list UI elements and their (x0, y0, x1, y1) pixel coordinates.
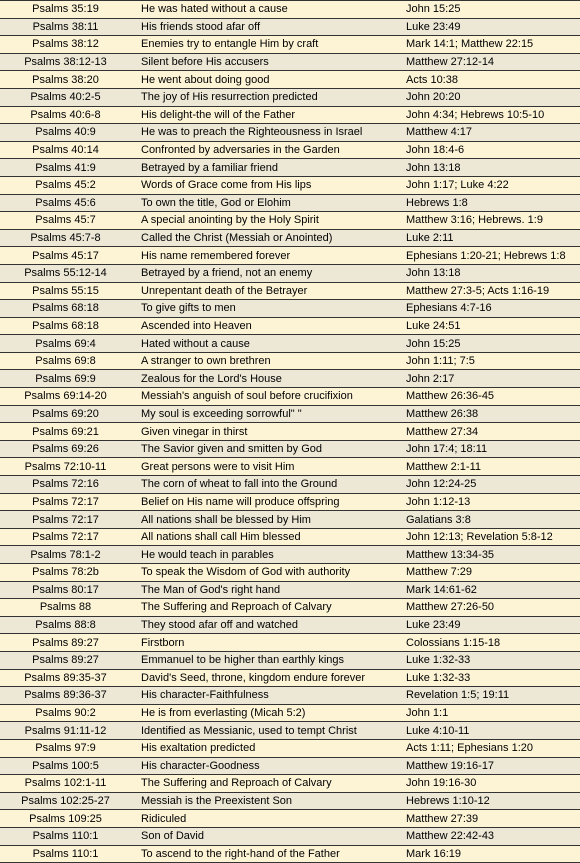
fulfillment-reference-cell: Matthew 7:29 (400, 564, 580, 582)
scripture-reference-cell: Psalms 55:15 (0, 282, 131, 300)
prophecy-description-cell: To give gifts to men (131, 300, 400, 318)
scripture-reference-cell: Psalms 110:1 (0, 845, 131, 863)
table-row (0, 388, 580, 406)
table-row (0, 739, 580, 757)
fulfillment-reference-cell: Matthew 26:38 (400, 405, 580, 423)
table-row (0, 827, 580, 845)
fulfillment-reference-cell: Acts 10:38 (400, 71, 580, 89)
prophecy-description-cell: Belief on His name will produce offspring (131, 493, 400, 511)
scripture-reference-cell: Psalms 69:14-20 (0, 388, 131, 406)
fulfillment-reference-cell: Galatians 3:8 (400, 511, 580, 529)
fulfillment-reference-cell: John 17:4; 18:11 (400, 440, 580, 458)
fulfillment-reference-cell: John 1:11; 7:5 (400, 352, 580, 370)
fulfillment-reference-cell: Hebrews 1:8 (400, 194, 580, 212)
table-row (0, 176, 580, 194)
scripture-reference-cell: Psalms 80:17 (0, 581, 131, 599)
table-row (0, 317, 580, 335)
table-row (0, 194, 580, 212)
scripture-reference-cell: Psalms 89:36-37 (0, 687, 131, 705)
fulfillment-reference-cell: John 18:4-6 (400, 141, 580, 159)
table-row (0, 704, 580, 722)
fulfillment-reference-cell: Revelation 1:5; 19:11 (400, 687, 580, 705)
fulfillment-reference-cell: Hebrews 1:10-12 (400, 792, 580, 810)
prophecy-description-cell: My soul is exceeding sorrowful" " (131, 405, 400, 423)
fulfillment-reference-cell: Luke 1:32-33 (400, 651, 580, 669)
prophecy-description-cell: Ascended into Heaven (131, 317, 400, 335)
fulfillment-reference-cell: Matthew 2:1-11 (400, 458, 580, 476)
prophecy-description-cell: The corn of wheat to fall into the Ground (131, 476, 400, 494)
prophecy-description-cell: Firstborn (131, 634, 400, 652)
scripture-reference-cell: Psalms 100:5 (0, 757, 131, 775)
table-row (0, 229, 580, 247)
fulfillment-reference-cell: John 1:17; Luke 4:22 (400, 176, 580, 194)
prophecy-description-cell: His character-Goodness (131, 757, 400, 775)
fulfillment-reference-cell: Matthew 13:34-35 (400, 546, 580, 564)
prophecy-description-cell: Great persons were to visit Him (131, 458, 400, 476)
table-row (0, 792, 580, 810)
scripture-reference-cell: Psalms 69:21 (0, 423, 131, 441)
fulfillment-reference-cell: John 19:16-30 (400, 775, 580, 793)
table-row (0, 511, 580, 529)
fulfillment-reference-cell: John 15:25 (400, 1, 580, 19)
scripture-reference-cell: Psalms 97:9 (0, 739, 131, 757)
prophecy-description-cell: To speak the Wisdom of God with authority (131, 564, 400, 582)
fulfillment-reference-cell: Luke 4:10-11 (400, 722, 580, 740)
table-row (0, 616, 580, 634)
prophecy-description-cell: Ridiculed (131, 810, 400, 828)
prophecy-description-cell: Identified as Messianic, used to tempt Christ (131, 722, 400, 740)
fulfillment-reference-cell: Matthew 27:34 (400, 423, 580, 441)
scripture-reference-cell: Psalms 45:6 (0, 194, 131, 212)
table-row (0, 546, 580, 564)
fulfillment-reference-cell: Mark 16:19 (400, 845, 580, 863)
table-row (0, 335, 580, 353)
prophecy-description-cell: Emmanuel to be higher than earthly kings (131, 651, 400, 669)
table-row (0, 18, 580, 36)
table-row (0, 722, 580, 740)
fulfillment-reference-cell: Matthew 27:12-14 (400, 53, 580, 71)
prophecy-description-cell: Hated without a cause (131, 335, 400, 353)
fulfillment-reference-cell: Luke 23:49 (400, 616, 580, 634)
table-row (0, 423, 580, 441)
fulfillment-reference-cell: Matthew 3:16; Hebrews. 1:9 (400, 212, 580, 230)
prophecy-description-cell: They stood afar off and watched (131, 616, 400, 634)
scripture-reference-cell: Psalms 72:17 (0, 528, 131, 546)
scripture-reference-cell: Psalms 88:8 (0, 616, 131, 634)
prophecy-description-cell: He was hated without a cause (131, 1, 400, 19)
prophecy-description-cell: All nations shall call Him blessed (131, 528, 400, 546)
table-row (0, 476, 580, 494)
scripture-reference-cell: Psalms 38:11 (0, 18, 131, 36)
table-row (0, 669, 580, 687)
prophecy-description-cell: Confronted by adversaries in the Garden (131, 141, 400, 159)
prophecy-description-cell: A special anointing by the Holy Spirit (131, 212, 400, 230)
table-row (0, 581, 580, 599)
fulfillment-reference-cell: Ephesians 1:20-21; Hebrews 1:8 (400, 247, 580, 265)
fulfillment-reference-cell: Matthew 19:16-17 (400, 757, 580, 775)
table-body (0, 1, 580, 863)
fulfillment-reference-cell: Acts 1:11; Ephesians 1:20 (400, 739, 580, 757)
scripture-reference-cell: Psalms 91:11-12 (0, 722, 131, 740)
fulfillment-reference-cell: John 12:13; Revelation 5:8-12 (400, 528, 580, 546)
table-row (0, 757, 580, 775)
table-row (0, 440, 580, 458)
prophecy-description-cell: Betrayed by a friend, not an enemy (131, 264, 400, 282)
prophecy-description-cell: His exaltation predicted (131, 739, 400, 757)
prophecy-description-cell: To ascend to the right-hand of the Father (131, 845, 400, 863)
scripture-reference-cell: Psalms 78:2b (0, 564, 131, 582)
scripture-reference-cell: Psalms 109:25 (0, 810, 131, 828)
fulfillment-reference-cell: Matthew 26:36-45 (400, 388, 580, 406)
table-row (0, 124, 580, 142)
prophecy-description-cell: Messiah is the Preexistent Son (131, 792, 400, 810)
table-row (0, 53, 580, 71)
table-row (0, 651, 580, 669)
prophecy-description-cell: Zealous for the Lord's House (131, 370, 400, 388)
scripture-reference-cell: Psalms 40:2-5 (0, 88, 131, 106)
table-row (0, 88, 580, 106)
table-row (0, 264, 580, 282)
fulfillment-reference-cell: John 20:20 (400, 88, 580, 106)
prophecy-description-cell: Silent before His accusers (131, 53, 400, 71)
fulfillment-reference-cell: John 4:34; Hebrews 10:5-10 (400, 106, 580, 124)
fulfillment-reference-cell: John 1:12-13 (400, 493, 580, 511)
scripture-reference-cell: Psalms 89:27 (0, 634, 131, 652)
fulfillment-reference-cell: Colossians 1:15-18 (400, 634, 580, 652)
table-row (0, 458, 580, 476)
fulfillment-reference-cell: Luke 1:32-33 (400, 669, 580, 687)
prophecy-description-cell: The joy of His resurrection predicted (131, 88, 400, 106)
fulfillment-reference-cell: John 1:1 (400, 704, 580, 722)
table-row (0, 300, 580, 318)
prophecy-description-cell: Words of Grace come from His lips (131, 176, 400, 194)
scripture-reference-cell: Psalms 89:27 (0, 651, 131, 669)
fulfillment-reference-cell: Luke 2:11 (400, 229, 580, 247)
prophecy-description-cell: His friends stood afar off (131, 18, 400, 36)
table-row (0, 71, 580, 89)
prophecy-description-cell: The Suffering and Reproach of Calvary (131, 599, 400, 617)
table-row (0, 106, 580, 124)
prophecy-description-cell: Enemies try to entangle Him by craft (131, 36, 400, 54)
scripture-reference-cell: Psalms 102:25-27 (0, 792, 131, 810)
prophecy-description-cell: His character-Faithfulness (131, 687, 400, 705)
scripture-reference-cell: Psalms 78:1-2 (0, 546, 131, 564)
scripture-reference-cell: Psalms 69:9 (0, 370, 131, 388)
fulfillment-reference-cell: Matthew 22:42-43 (400, 827, 580, 845)
scripture-reference-cell: Psalms 69:4 (0, 335, 131, 353)
table-row (0, 634, 580, 652)
table-row (0, 845, 580, 863)
scripture-reference-cell: Psalms 45:17 (0, 247, 131, 265)
table-row (0, 1, 580, 19)
prophecy-description-cell: Unrepentant death of the Betrayer (131, 282, 400, 300)
scripture-reference-cell: Psalms 88 (0, 599, 131, 617)
scripture-reference-cell: Psalms 68:18 (0, 300, 131, 318)
scripture-reference-cell: Psalms 45:7-8 (0, 229, 131, 247)
table-row (0, 352, 580, 370)
scripture-reference-cell: Psalms 69:8 (0, 352, 131, 370)
fulfillment-reference-cell: Matthew 27:39 (400, 810, 580, 828)
scripture-reference-cell: Psalms 110:1 (0, 827, 131, 845)
prophecy-description-cell: He would teach in parables (131, 546, 400, 564)
fulfillment-reference-cell: Luke 24:51 (400, 317, 580, 335)
fulfillment-reference-cell: John 12:24-25 (400, 476, 580, 494)
table-row (0, 247, 580, 265)
scripture-reference-cell: Psalms 45:7 (0, 212, 131, 230)
fulfillment-reference-cell: John 2:17 (400, 370, 580, 388)
table-row (0, 141, 580, 159)
scripture-reference-cell: Psalms 40:14 (0, 141, 131, 159)
scripture-reference-cell: Psalms 72:16 (0, 476, 131, 494)
scripture-reference-cell: Psalms 72:17 (0, 493, 131, 511)
prophecy-description-cell: His name remembered forever (131, 247, 400, 265)
table-row (0, 370, 580, 388)
prophecy-description-cell: The Savior given and smitten by God (131, 440, 400, 458)
scripture-reference-cell: Psalms 69:20 (0, 405, 131, 423)
fulfillment-reference-cell: Mark 14:1; Matthew 22:15 (400, 36, 580, 54)
prophecy-description-cell: He is from everlasting (Micah 5:2) (131, 704, 400, 722)
prophecy-description-cell: He was to preach the Righteousness in Israel (131, 124, 400, 142)
scripture-reference-cell: Psalms 90:2 (0, 704, 131, 722)
scripture-reference-cell: Psalms 38:12-13 (0, 53, 131, 71)
table-row (0, 599, 580, 617)
scripture-reference-cell: Psalms 38:20 (0, 71, 131, 89)
table-row (0, 810, 580, 828)
prophecy-description-cell: Given vinegar in thirst (131, 423, 400, 441)
table-row (0, 775, 580, 793)
table-row (0, 159, 580, 177)
prophecy-description-cell: The Man of God's right hand (131, 581, 400, 599)
scripture-reference-cell: Psalms 41:9 (0, 159, 131, 177)
prophecy-description-cell: He went about doing good (131, 71, 400, 89)
scripture-reference-cell: Psalms 55:12-14 (0, 264, 131, 282)
prophecy-description-cell: To own the title, God or Elohim (131, 194, 400, 212)
table-row (0, 564, 580, 582)
fulfillment-reference-cell: Matthew 27:26-50 (400, 599, 580, 617)
prophecy-description-cell: His delight-the will of the Father (131, 106, 400, 124)
scripture-reference-cell: Psalms 40:9 (0, 124, 131, 142)
table-row (0, 36, 580, 54)
prophecy-description-cell: David's Seed, throne, kingdom endure forever (131, 669, 400, 687)
prophecy-description-cell: Called the Christ (Messiah or Anointed) (131, 229, 400, 247)
table-row (0, 282, 580, 300)
scripture-reference-cell: Psalms 35:19 (0, 1, 131, 19)
scripture-reference-cell: Psalms 38:12 (0, 36, 131, 54)
scripture-reference-cell: Psalms 40:6-8 (0, 106, 131, 124)
scripture-reference-cell: Psalms 89:35-37 (0, 669, 131, 687)
prophecy-description-cell: Betrayed by a familiar friend (131, 159, 400, 177)
fulfillment-reference-cell: Mark 14:61-62 (400, 581, 580, 599)
fulfillment-reference-cell: John 13:18 (400, 264, 580, 282)
scripture-reference-cell: Psalms 69:26 (0, 440, 131, 458)
prophecy-description-cell: All nations shall be blessed by Him (131, 511, 400, 529)
prophecy-description-cell: The Suffering and Reproach of Calvary (131, 775, 400, 793)
fulfillment-reference-cell: Luke 23:49 (400, 18, 580, 36)
table-row (0, 528, 580, 546)
fulfillment-reference-cell: John 13:18 (400, 159, 580, 177)
table-row (0, 687, 580, 705)
table-row (0, 493, 580, 511)
scripture-reference-cell: Psalms 72:17 (0, 511, 131, 529)
scripture-reference-cell: Psalms 102:1-11 (0, 775, 131, 793)
fulfillment-reference-cell: Matthew 27:3-5; Acts 1:16-19 (400, 282, 580, 300)
fulfillment-reference-cell: Ephesians 4:7-16 (400, 300, 580, 318)
scripture-reference-cell: Psalms 72:10-11 (0, 458, 131, 476)
fulfillment-reference-cell: Matthew 4:17 (400, 124, 580, 142)
fulfillment-reference-cell: John 15:25 (400, 335, 580, 353)
prophecy-description-cell: A stranger to own brethren (131, 352, 400, 370)
scripture-reference-cell: Psalms 68:18 (0, 317, 131, 335)
table-row (0, 405, 580, 423)
prophecy-description-cell: Messiah's anguish of soul before crucifixion (131, 388, 400, 406)
table-row (0, 212, 580, 230)
prophecy-description-cell: Son of David (131, 827, 400, 845)
scripture-reference-cell: Psalms 45:2 (0, 176, 131, 194)
